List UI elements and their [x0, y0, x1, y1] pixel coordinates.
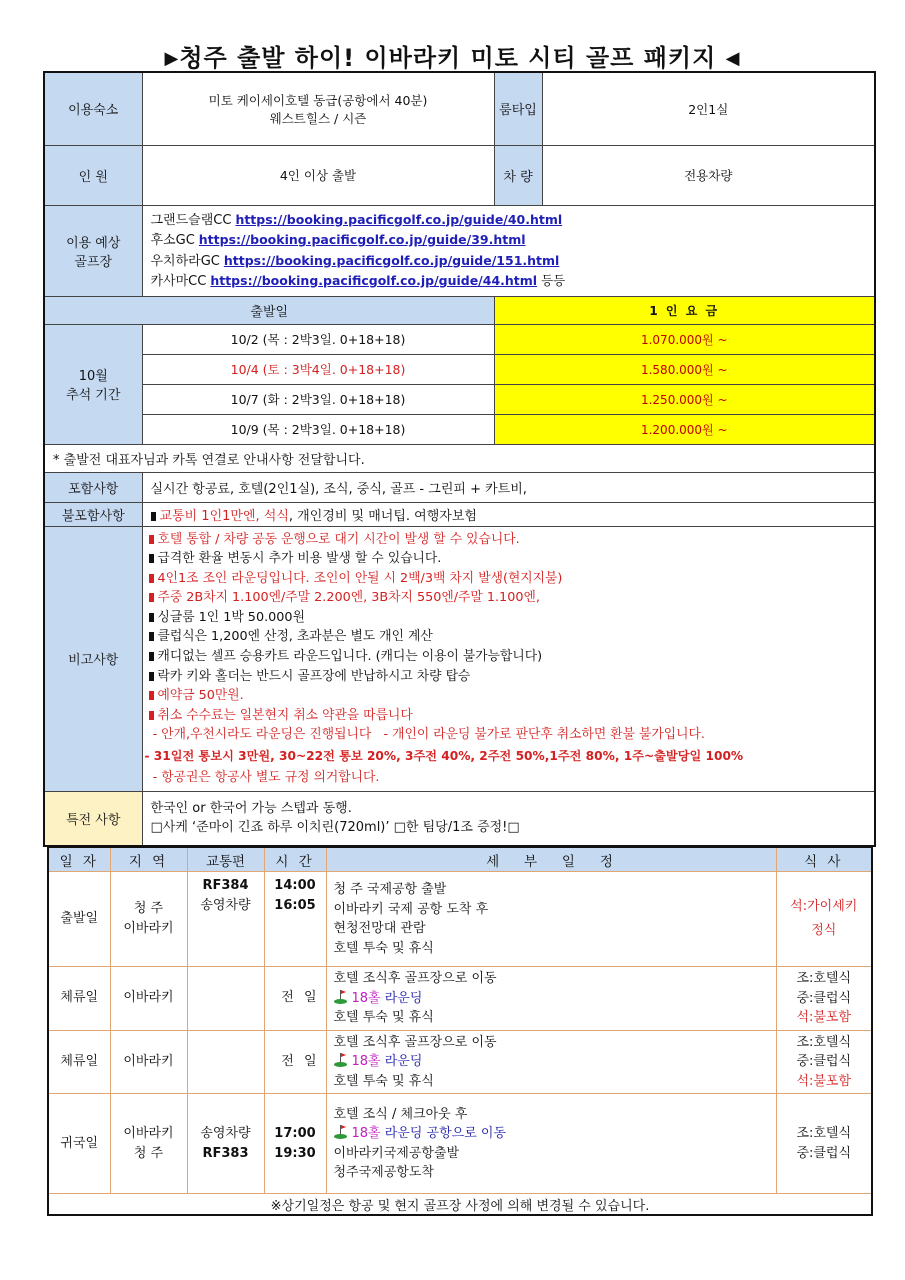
golf-flag-icon — [334, 1053, 348, 1067]
remark-item: 싱글룸 1인 1박 50.000원 — [149, 608, 869, 628]
departure-header: 출발일 — [44, 296, 494, 324]
header-region: 지 역 — [110, 847, 187, 872]
golf-courses-label: 이용 예상 골프장 — [44, 205, 142, 296]
notice-text: * 출발전 대표자님과 카톡 연결로 안내사항 전달합니다. — [44, 444, 875, 472]
room-type-label: 룸타입 — [494, 72, 542, 145]
left-triangle-icon: ◀ — [725, 48, 741, 69]
remark-item: - 항공권은 항공사 별도 규정 의거합니다. — [148, 770, 380, 786]
page-title — [0, 38, 905, 73]
itinerary-transport — [187, 1030, 264, 1094]
itinerary-region: 이바라키 — [110, 967, 187, 1031]
golf-course-link[interactable]: https://booking.pacificgolf.co.jp/guide/39.html — [198, 232, 526, 247]
itinerary-table — [47, 846, 873, 1216]
bullet-icon — [149, 691, 154, 700]
remark-item: 주중 2B차지 1.100엔/주말 2.200엔, 3B차지 550엔/주말 1.100엔, — [149, 588, 869, 608]
remark-item: 취소 수수료는 일본현지 취소 약관을 따릅니다 — [149, 706, 869, 726]
departure-date: 10/4 (토 : 3박4일. 0+18+18) — [142, 354, 494, 384]
price-row — [44, 354, 875, 384]
itinerary-meals: 조:호텔식 중:클럽식 — [776, 1094, 872, 1194]
accommodation-label: 이용숙소 — [44, 72, 142, 145]
bullet-icon — [149, 593, 154, 602]
itinerary-region: 이바라키 — [110, 1030, 187, 1094]
header-schedule: 세 부 일 정 — [326, 847, 776, 872]
itinerary-time: 전 일 — [264, 1030, 326, 1094]
remarks-row — [44, 526, 875, 791]
price-value: 1.250.000원 ~ — [494, 384, 875, 414]
price-value: 1.200.000원 ~ — [494, 414, 875, 444]
bullet-icon — [149, 652, 154, 661]
golf-course-item: 후소GC https://booking.pacificgolf.co.jp/guide/39.html — [150, 232, 526, 248]
remarks-label: 비고사항 — [44, 526, 142, 791]
people-label: 인 원 — [44, 145, 142, 205]
itinerary-time: 17:00 19:30 — [264, 1094, 326, 1194]
pricing-header-row — [44, 296, 875, 324]
special-row — [44, 791, 875, 846]
people-row — [44, 145, 875, 205]
itinerary-time: 전 일 — [264, 967, 326, 1031]
remarks-list — [142, 526, 875, 791]
itinerary-meals: 조:호텔식 중:클럽식 석:불포함 — [776, 1030, 872, 1094]
special-label: 특전 사항 — [44, 791, 142, 846]
price-row — [44, 324, 875, 354]
golf-course-item: 카사마CC https://booking.pacificgolf.co.jp/guide/44.html 등등 — [150, 273, 566, 289]
included-label: 포함사항 — [44, 472, 142, 502]
itinerary-schedule: 호텔 조식 / 체크아웃 후 18홀 라운딩 공항으로 이동 이바라키국제공항출발 청주국제공항도착 — [326, 1094, 776, 1194]
accommodation-value: 미토 케이세이호텔 동급(공항에서 40분) 웨스트힐스 / 시즌 — [142, 72, 494, 145]
special-value: 한국인 or 한국어 가능 스텝과 동행. □사케 ‘준마이 긴죠 하루 이치린(720ml)’ □한 팀당/1조 증정!□ — [142, 791, 875, 846]
accommodation-row — [44, 72, 875, 145]
itinerary-time: 14:00 16:05 — [264, 872, 326, 967]
golf-course-link[interactable]: https://booking.pacificgolf.co.jp/guide/151.html — [223, 252, 560, 268]
excluded-row — [44, 502, 875, 526]
remark-item: 예약금 50만원. — [149, 686, 869, 706]
price-value: 1.580.000원 ~ — [494, 354, 875, 384]
itinerary-schedule: 호텔 조식후 골프장으로 이동 18홀 라운딩 호텔 투숙 및 휴식 — [326, 967, 776, 1031]
itinerary-transport — [187, 967, 264, 1031]
vehicle-label: 차 량 — [494, 145, 542, 205]
remark-item: - 안개,우천시라도 라운딩은 진행됩니다 - 개인이 라운딩 불가로 판단후 취소하면 환불 불가입니다. — [148, 727, 705, 743]
golf-course-link[interactable]: https://booking.pacificgolf.co.jp/guide/44.html — [210, 273, 538, 288]
itinerary-row — [48, 1030, 872, 1094]
period-label: 10월 추석 기간 — [44, 324, 142, 444]
itinerary-schedule: 청 주 국제공항 출발 이바라키 국제 공항 도착 후 현청전망대 관람 호텔 투숙 및 휴식 — [326, 872, 776, 967]
departure-date: 10/2 (목 : 2박3일. 0+18+18) — [142, 324, 494, 354]
remark-item: 캐디없는 셀프 승용카트 라운드입니다. (캐디는 이용이 불가능합니다) — [149, 647, 869, 667]
bullet-icon — [149, 574, 154, 583]
golf-courses-row — [44, 205, 875, 296]
itinerary-transport: RF384 송영차량 — [187, 872, 264, 967]
itinerary-row — [48, 967, 872, 1031]
itinerary-region: 이바라키 청 주 — [110, 1094, 187, 1194]
departure-date: 10/9 (목 : 2박3일. 0+18+18) — [142, 414, 494, 444]
bullet-icon — [149, 672, 154, 681]
included-value: 실시간 항공료, 호텔(2인1실), 조식, 중식, 골프 - 그린피 + 카트비, — [142, 472, 875, 502]
package-info-table — [43, 71, 876, 847]
people-value: 4인 이상 출발 — [142, 145, 494, 205]
notice-row — [44, 444, 875, 472]
itinerary-region: 청 주 이바라키 — [110, 872, 187, 967]
price-row — [44, 384, 875, 414]
bullet-icon — [149, 632, 154, 641]
header-time: 시 간 — [264, 847, 326, 872]
itinerary-transport: 송영차량 RF383 — [187, 1094, 264, 1194]
header-date: 일 자 — [48, 847, 110, 872]
remark-item: - 31일전 통보시 3만원, 30~22전 통보 20%, 3주전 40%, 2주전 50%,1주전 80%, 1주~출발당일 100% — [144, 749, 744, 764]
golf-courses-list — [142, 205, 875, 296]
golf-flag-icon — [334, 1125, 348, 1139]
itinerary-footer-row — [48, 1194, 872, 1216]
itinerary-row — [48, 1094, 872, 1194]
bullet-icon — [149, 711, 154, 720]
bullet-icon — [149, 554, 154, 563]
itinerary-day: 체류일 — [48, 1030, 110, 1094]
itinerary-day: 귀국일 — [48, 1094, 110, 1194]
golf-course-item: 그랜드슬램CC https://booking.pacificgolf.co.jp/guide/40.html — [150, 211, 563, 228]
itinerary-row — [48, 872, 872, 967]
price-row — [44, 414, 875, 444]
golf-course-link[interactable]: https://booking.pacificgolf.co.jp/guide/40.html — [235, 211, 563, 227]
golf-course-item: 우치하라GC https://booking.pacificgolf.co.jp/guide/151.html — [150, 252, 560, 269]
excluded-value: 교통비 1인1만엔, 석식, 개인경비 및 매너팁. 여행자보험 — [142, 502, 875, 526]
header-transport: 교통편 — [187, 847, 264, 872]
remark-item: 락카 키와 홀더는 반드시 골프장에 반납하시고 차량 탑승 — [149, 667, 869, 687]
itinerary-day: 체류일 — [48, 967, 110, 1031]
excluded-label: 불포함사항 — [44, 502, 142, 526]
itinerary-header-row — [48, 847, 872, 872]
remark-item: 급격한 환율 변동시 추가 비용 발생 할 수 있습니다. — [149, 549, 869, 569]
golf-flag-icon — [334, 990, 348, 1004]
itinerary-footer: ※상기일정은 항공 및 현지 골프장 사정에 의해 변경될 수 있습니다. — [48, 1194, 872, 1216]
price-value: 1.070.000원 ~ — [494, 324, 875, 354]
itinerary-meals: 조:호텔식 중:클럽식 석:불포함 — [776, 967, 872, 1031]
remark-item: 4인1조 조인 라운딩입니다. 조인이 안될 시 2백/3백 차지 발생(현지지불) — [149, 569, 869, 589]
remark-item: 클럽식은 1,200엔 산정, 초과분은 별도 개인 계산 — [149, 627, 869, 647]
right-triangle-icon: ▶ — [164, 48, 180, 69]
bullet-icon — [151, 512, 156, 521]
price-header: 1 인 요 금 — [494, 296, 875, 324]
itinerary-meals: 석:가이세키 정식 — [776, 872, 872, 967]
vehicle-value: 전용차량 — [542, 145, 875, 205]
itinerary-day: 출발일 — [48, 872, 110, 967]
itinerary-schedule: 호텔 조식후 골프장으로 이동 18홀 라운딩 호텔 투숙 및 휴식 — [326, 1030, 776, 1094]
header-meals: 식 사 — [776, 847, 872, 872]
bullet-icon — [149, 535, 154, 544]
title-text: 청주 출발 하이! 이바라키 미토 시티 골프 패키지 — [179, 44, 717, 72]
room-type-value: 2인1실 — [542, 72, 875, 145]
remark-item: 호텔 통합 / 차량 공동 운행으로 대기 시간이 발생 할 수 있습니다. — [149, 530, 869, 550]
departure-date: 10/7 (화 : 2박3일. 0+18+18) — [142, 384, 494, 414]
bullet-icon — [149, 613, 154, 622]
included-row — [44, 472, 875, 502]
